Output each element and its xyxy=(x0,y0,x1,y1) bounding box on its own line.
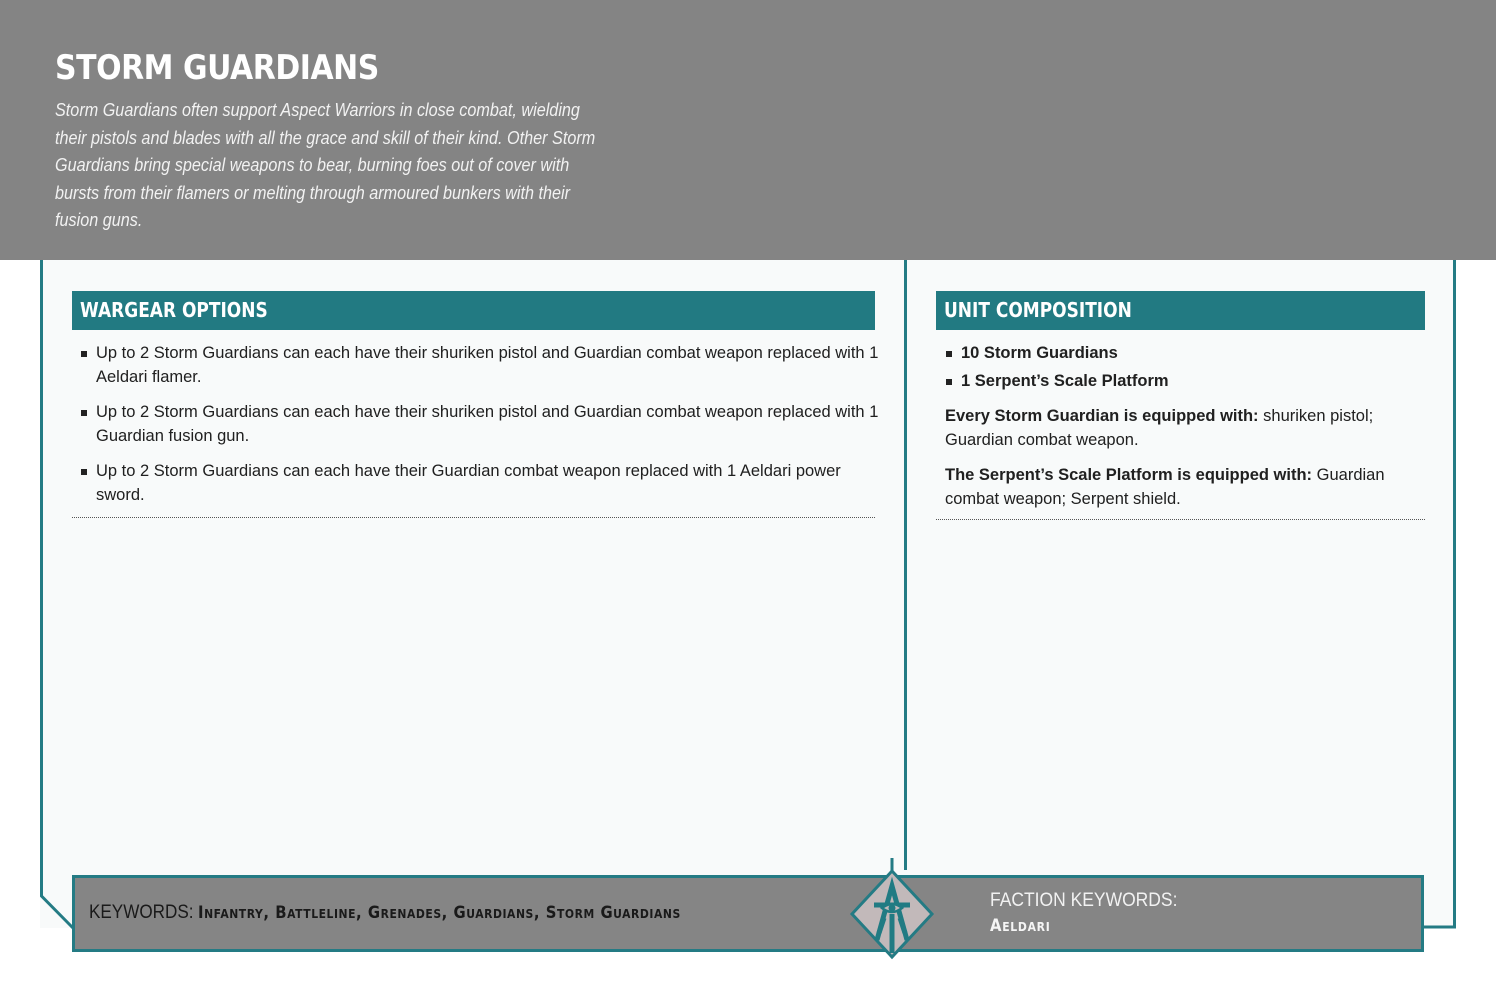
equipment-statement xyxy=(945,463,1425,511)
composition-model xyxy=(945,369,1425,393)
equipment-items: shuriken pistol; Guardian combat weapon. xyxy=(945,407,1374,449)
equipment-label: Every Storm Guardian is equipped with: xyxy=(945,407,1259,425)
square-bullet-icon xyxy=(946,351,952,357)
keywords-bar xyxy=(72,875,1424,952)
wargear-option xyxy=(80,459,880,507)
wargear-option-text: Up to 2 Storm Guardians can each have their shuriken pistol and Guardian combat weapon replaced with 1 Aeldari flamer. xyxy=(96,344,879,386)
faction-keywords-label: FACTION KEYWORDS: xyxy=(990,890,1178,911)
unit-header xyxy=(0,0,1496,260)
wargear-dotted-separator xyxy=(72,517,875,518)
wargear-option xyxy=(80,341,880,389)
unit-composition-list xyxy=(945,341,1425,397)
square-bullet-icon xyxy=(81,351,87,357)
aeldari-rune-icon xyxy=(848,858,936,970)
wargear-options-header xyxy=(72,291,875,330)
unit-name: STORM GUARDIANS xyxy=(55,48,379,88)
wargear-option-text: Up to 2 Storm Guardians can each have their Guardian combat weapon replaced with 1 Aeldari power sword. xyxy=(96,462,841,504)
wargear-option-text: Up to 2 Storm Guardians can each have their shuriken pistol and Guardian combat weapon replaced with 1 Guardian fusion gun. xyxy=(96,403,879,445)
keywords xyxy=(89,902,735,924)
unit-composition-header xyxy=(936,291,1425,330)
equipment-label: The Serpent’s Scale Platform is equipped with: xyxy=(945,466,1313,484)
unit-composition-title: UNIT COMPOSITION xyxy=(944,298,1132,322)
composition-model-text: 1 Serpent’s Scale Platform xyxy=(961,372,1169,390)
unit-lore: Storm Guardians often support Aspect Warriors in close combat, wielding their pistols and blades with all the grace and skill of their kind. Other Storm Guardians bring special weapons to bear, burning foes out of cover with bursts from their flamers or melting through armoured bunkers with their fusion guns. xyxy=(55,100,596,231)
composition-dotted-separator xyxy=(936,519,1425,520)
equipment-statement xyxy=(945,404,1425,452)
square-bullet-icon xyxy=(946,379,952,385)
wargear-options-title: WARGEAR OPTIONS xyxy=(80,298,268,322)
keywords-values: Infantry, Battleline, Grenades, Guardians, Storm Guardians xyxy=(198,903,682,922)
wargear-option xyxy=(80,400,880,448)
composition-model-text: 10 Storm Guardians xyxy=(961,344,1118,362)
keywords-label: KEYWORDS: xyxy=(89,902,194,923)
faction-keywords-values: Aeldari xyxy=(990,916,1051,935)
square-bullet-icon xyxy=(81,410,87,416)
column-divider xyxy=(904,260,907,870)
equipment-items: Guardian combat weapon; Serpent shield. xyxy=(945,466,1385,508)
square-bullet-icon xyxy=(81,469,87,475)
composition-model xyxy=(945,341,1425,365)
wargear-options-list xyxy=(80,341,880,518)
